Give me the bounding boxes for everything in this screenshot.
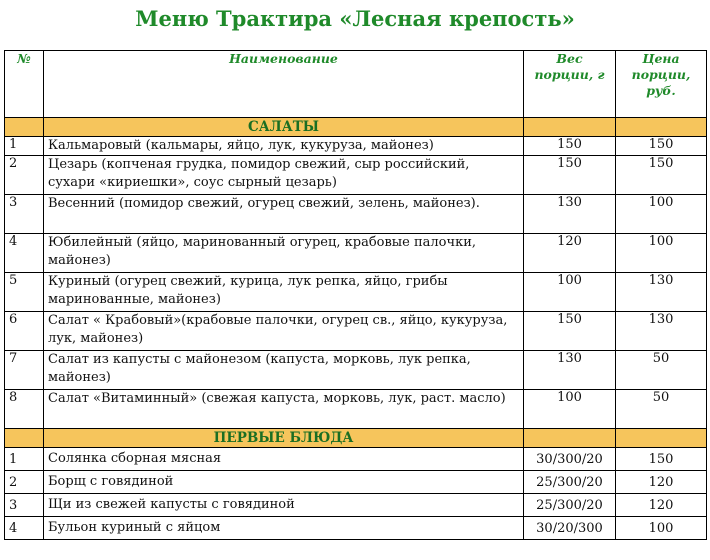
item-weight: 100 <box>524 390 616 429</box>
item-name: Щи из свежей капусты с говядиной <box>44 494 524 517</box>
item-price: 130 <box>616 273 707 312</box>
table-row <box>5 390 707 429</box>
item-number: 7 <box>5 351 44 390</box>
item-name: Весенний (помидор свежий, огурец свежий, зелень, майонез). <box>44 195 524 234</box>
item-weight: 150 <box>524 156 616 195</box>
item-name: Салат из капусты с майонезом (капуста, морковь, лук репка, майонез) <box>44 351 524 390</box>
item-weight: 30/300/20 <box>524 448 616 471</box>
item-name: Бульон куриный с яйцом <box>44 517 524 540</box>
section-title-salads: САЛАТЫ <box>44 118 524 137</box>
item-weight: 100 <box>524 273 616 312</box>
item-price: 150 <box>616 156 707 195</box>
item-price: 100 <box>616 195 707 234</box>
item-name: Солянка сборная мясная <box>44 448 524 471</box>
item-weight: 25/300/20 <box>524 494 616 517</box>
item-name: Куриный (огурец свежий, курица, лук репка, яйцо, грибы маринованные, майонез) <box>44 273 524 312</box>
item-number: 1 <box>5 448 44 471</box>
item-weight: 130 <box>524 351 616 390</box>
item-price: 50 <box>616 390 707 429</box>
section-title-first: ПЕРВЫЕ БЛЮДА <box>44 429 524 448</box>
item-number: 6 <box>5 312 44 351</box>
item-name: Кальмаровый (кальмары, яйцо, лук, кукуруза, майонез) <box>44 137 524 156</box>
item-number: 8 <box>5 390 44 429</box>
item-number: 4 <box>5 234 44 273</box>
item-number: 5 <box>5 273 44 312</box>
table-row <box>5 312 707 351</box>
item-number: 4 <box>5 517 44 540</box>
item-price: 100 <box>616 517 707 540</box>
item-name: Борщ с говядиной <box>44 471 524 494</box>
item-weight: 150 <box>524 137 616 156</box>
table-row <box>5 234 707 273</box>
table-row <box>5 351 707 390</box>
table-row <box>5 273 707 312</box>
item-weight: 30/20/300 <box>524 517 616 540</box>
item-price: 120 <box>616 494 707 517</box>
item-number: 3 <box>5 494 44 517</box>
item-number: 3 <box>5 195 44 234</box>
menu-table <box>4 50 707 540</box>
header-name: Наименование <box>44 51 524 118</box>
item-number: 1 <box>5 137 44 156</box>
table-row <box>5 494 707 517</box>
item-number: 2 <box>5 471 44 494</box>
header-num: № <box>5 51 44 118</box>
table-row <box>5 448 707 471</box>
item-name: Салат « Крабовый»(крабовые палочки, огурец св., яйцо, кукуруза, лук, майонез) <box>44 312 524 351</box>
page-title: Меню Трактира «Лесная крепость» <box>135 6 575 31</box>
item-price: 100 <box>616 234 707 273</box>
table-row <box>5 471 707 494</box>
table-row <box>5 137 707 156</box>
header-weight: Вес порции, г <box>524 51 616 118</box>
header-row <box>5 51 707 118</box>
item-name: Цезарь (копченая грудка, помидор свежий, сыр российский, сухари «кириешки», соус сырный цезарь) <box>44 156 524 195</box>
item-name: Юбилейный (яйцо, маринованный огурец, крабовые палочки, майонез) <box>44 234 524 273</box>
table-row <box>5 156 707 195</box>
item-price: 50 <box>616 351 707 390</box>
item-price: 150 <box>616 448 707 471</box>
table-row <box>5 195 707 234</box>
item-number: 2 <box>5 156 44 195</box>
item-price: 120 <box>616 471 707 494</box>
item-name: Салат «Витаминный» (свежая капуста, морковь, лук, раст. масло) <box>44 390 524 429</box>
item-price: 150 <box>616 137 707 156</box>
section-row-salads <box>5 118 707 137</box>
item-weight: 25/300/20 <box>524 471 616 494</box>
header-price: Цена порции, руб. <box>616 51 707 118</box>
section-row-first <box>5 429 707 448</box>
item-price: 130 <box>616 312 707 351</box>
item-weight: 130 <box>524 195 616 234</box>
table-row <box>5 517 707 540</box>
item-weight: 150 <box>524 312 616 351</box>
item-weight: 120 <box>524 234 616 273</box>
